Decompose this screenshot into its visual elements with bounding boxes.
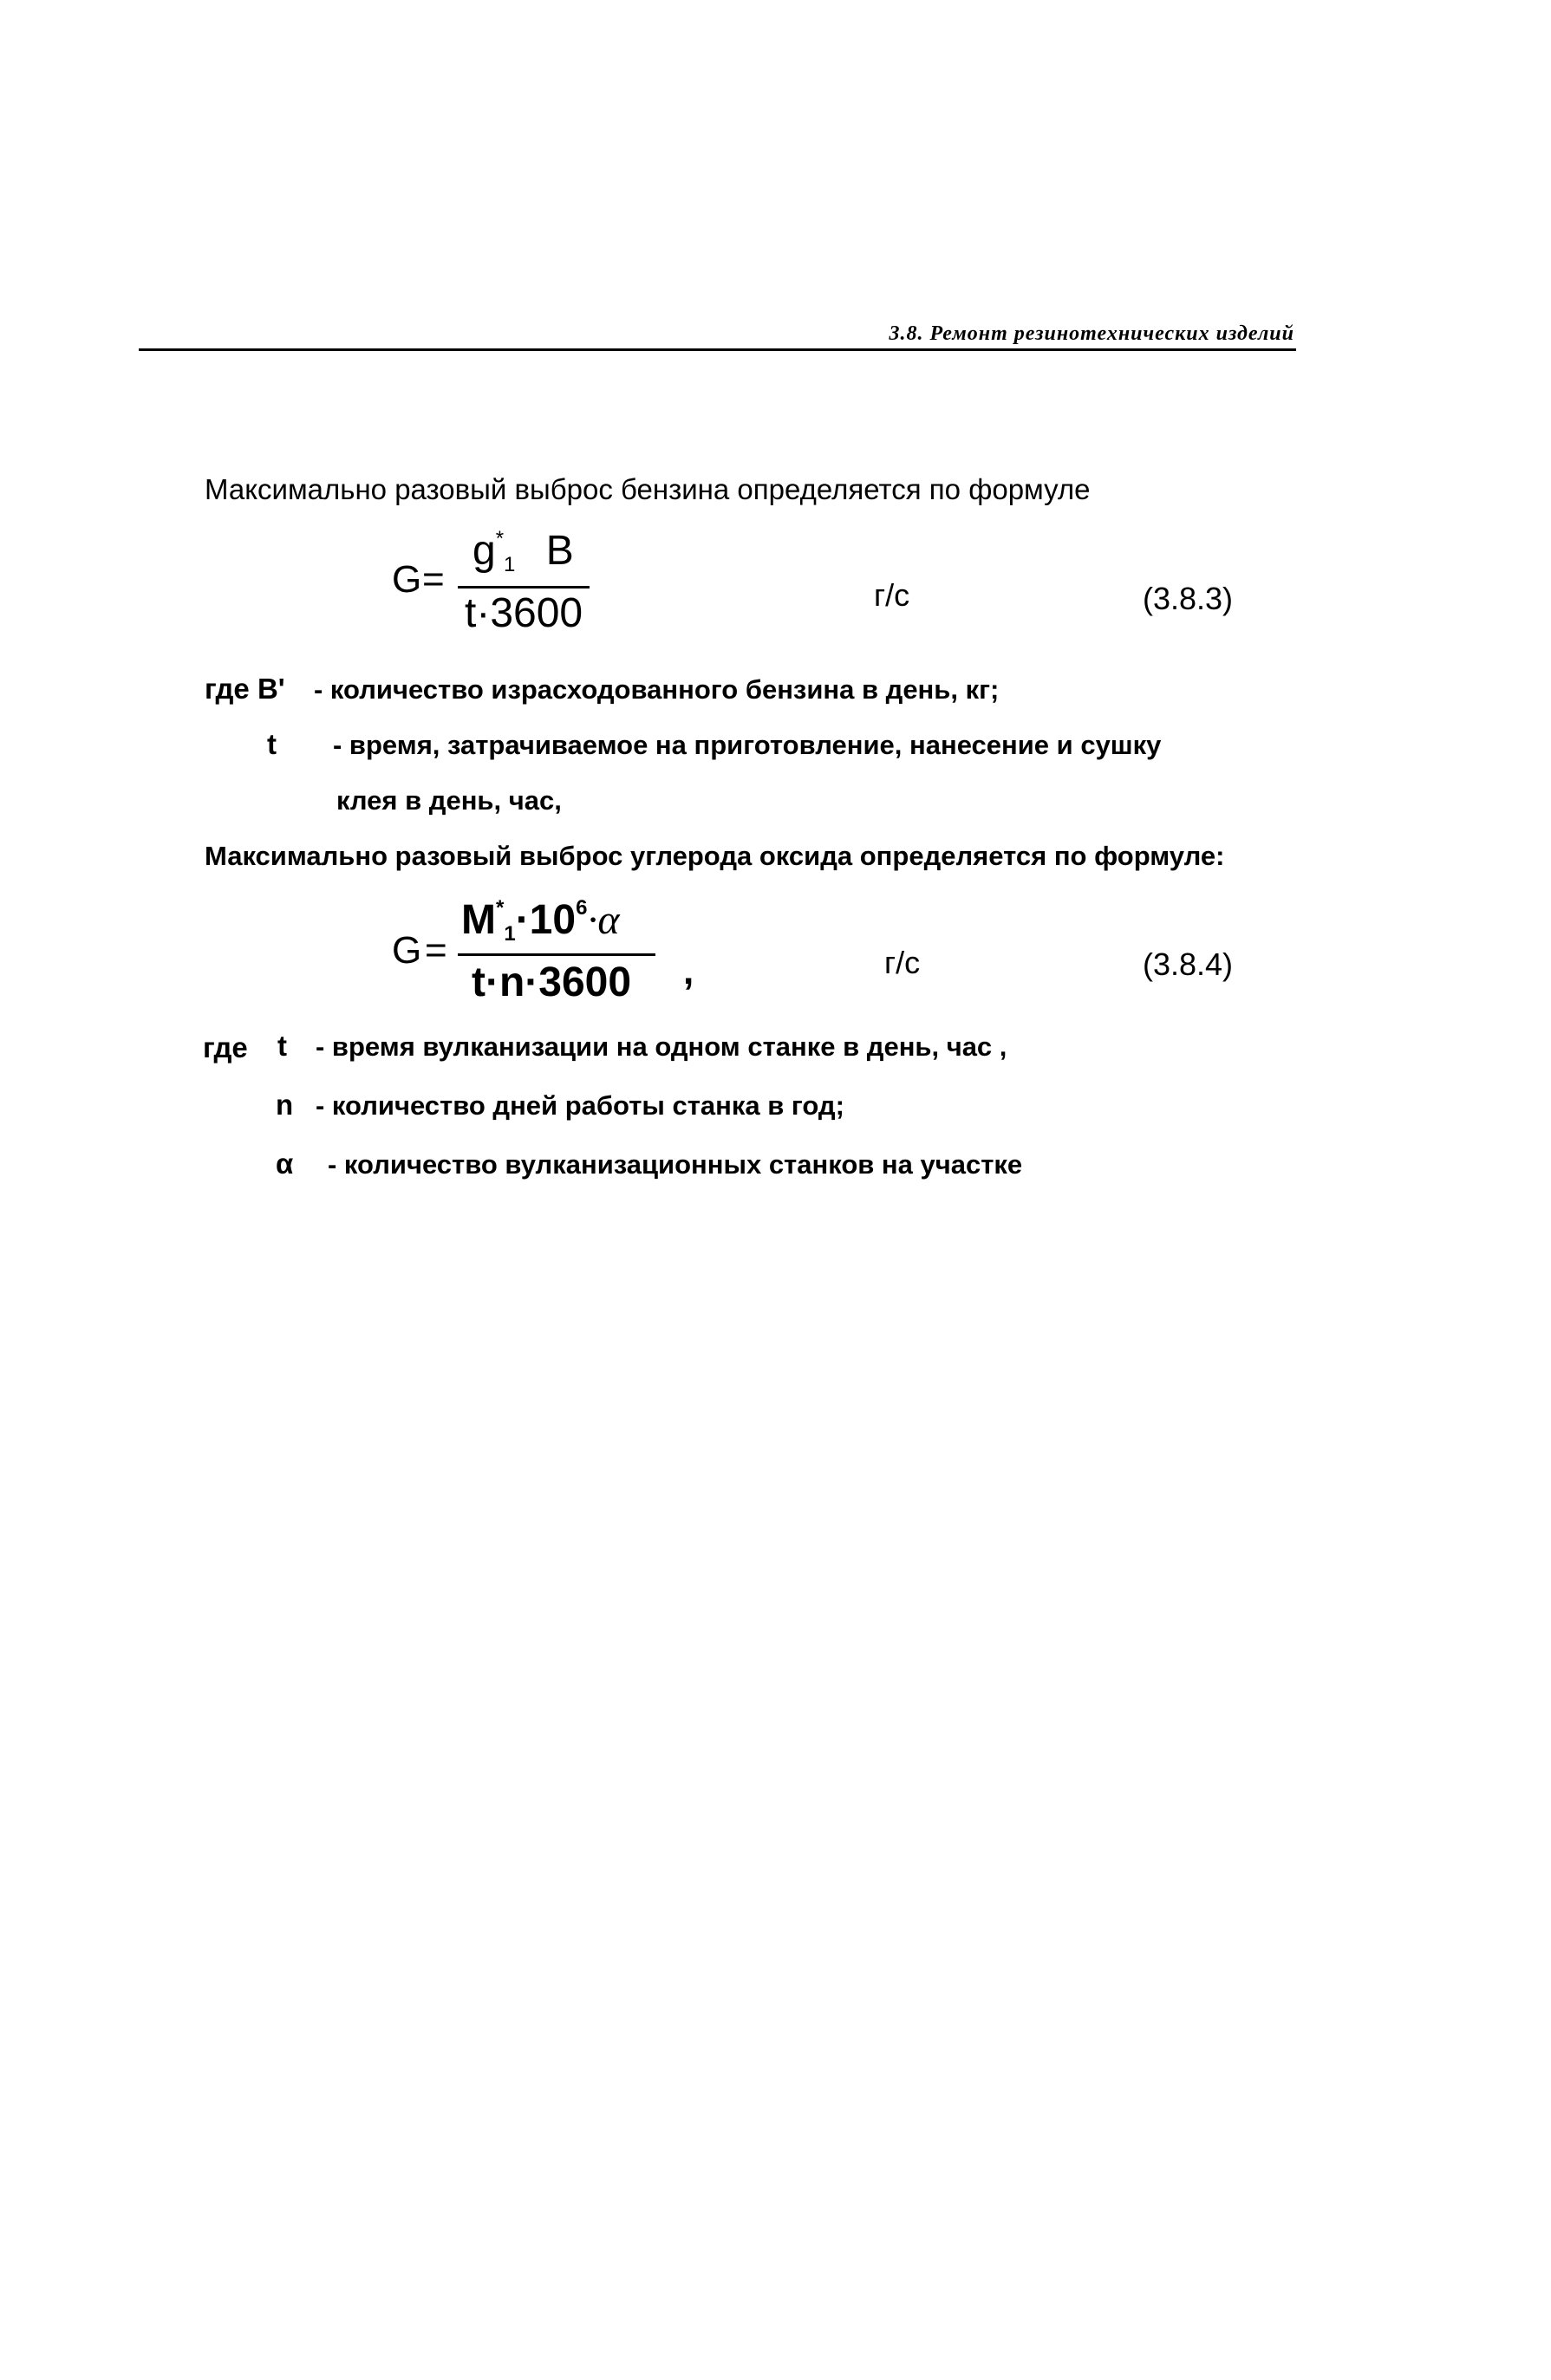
formula2-lhs: G	[392, 929, 422, 972]
formula2-m: M	[461, 897, 496, 943]
formula1-numerator	[472, 527, 574, 577]
where2-gde: где	[203, 1031, 248, 1063]
where2-sym-t: t	[277, 1030, 287, 1062]
formula1-sub: 1	[504, 553, 516, 576]
where2-desc-alpha: - количество вулканизационных станков на участке	[328, 1149, 1023, 1180]
where1-desc-t: - время, затрачиваемое на приготовление, нанесение и сушку	[333, 730, 1162, 760]
where1-desc-b: - количество израсходованного бензина в день, кг;	[314, 674, 1000, 705]
formula1-number: (3.8.3)	[1143, 581, 1234, 616]
where1-label: где B'	[205, 673, 285, 705]
formula1-fraction-bar	[458, 586, 590, 588]
formula2-fraction-bar	[458, 953, 655, 956]
where2-sym-n: n	[276, 1089, 294, 1121]
formula1-g: g	[472, 528, 496, 574]
formula1-lhs: G	[392, 558, 422, 601]
formula2-denominator: t·n·3600	[472, 959, 632, 1005]
formula2-ten: ·10	[515, 897, 577, 943]
formula2-equals: =	[425, 929, 447, 972]
formula2-sub: 1	[504, 922, 516, 946]
where2-desc-n: - количество дней работы станка в год;	[316, 1090, 844, 1121]
paragraph-co-intro: Максимально разовый выброс углерода оксида определяется по формуле:	[205, 841, 1225, 871]
running-header: 3.8. Ремонт резинотехнических изделий	[883, 322, 1294, 346]
where2-desc-t: - время вулканизации на одном станке в день, час ,	[316, 1031, 1007, 1062]
formula1-b: B	[545, 528, 574, 574]
formula1-denominator: t·3600	[465, 590, 583, 636]
formula2-star: *	[495, 896, 505, 920]
formula2-alpha: ·α	[587, 897, 620, 943]
where2-sym-alpha: α	[276, 1148, 294, 1180]
formula1-equals: =	[422, 558, 445, 601]
formula2-number: (3.8.4)	[1143, 946, 1234, 982]
formula2-units: г/с	[884, 945, 921, 980]
formula1-units: г/с	[874, 577, 910, 613]
paragraph-petrol-intro: Максимально разовый выброс бензина определяется по формуле	[205, 473, 1091, 505]
header-rule	[139, 348, 1296, 351]
where1-desc-t-cont: клея в день, час,	[336, 785, 562, 816]
where1-sym-t: t	[267, 728, 277, 760]
formula2-comma: ,	[683, 950, 694, 992]
formula2-numerator	[461, 896, 620, 946]
formula2-exp: 6	[576, 896, 588, 920]
formula1-star: *	[495, 527, 505, 550]
